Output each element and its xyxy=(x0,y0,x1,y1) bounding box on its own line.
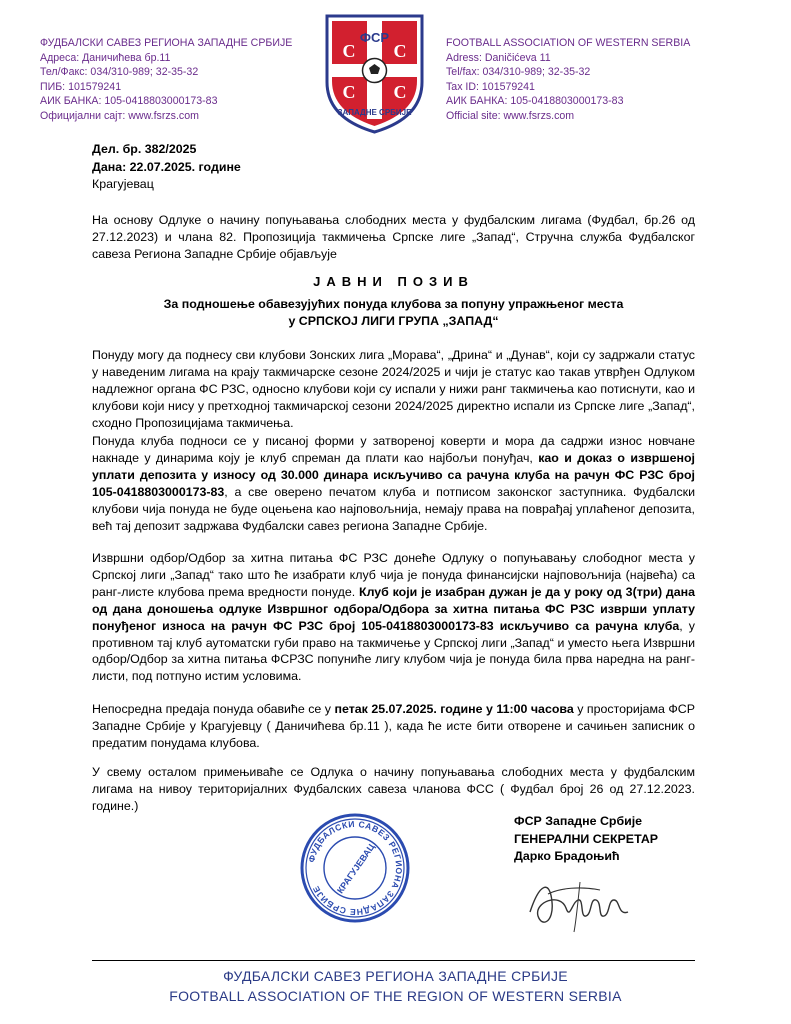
document-number: Дел. бр. 382/2025 xyxy=(92,142,197,156)
site-sr: Официјални сајт: www.fsrzs.com xyxy=(40,109,199,122)
paragraph-submission xyxy=(92,701,695,752)
decision-text-a: Извршни одбор/Одбор за хитна питања ФС РЗС донеће Одлуку о попуњавању слободног места у Српској лиги „Запад“ тако што ће изабрати клуб чија је понуда финансијски најповољнија (највећа) са ранг-листе клубова према вредности понуде. xyxy=(92,551,695,599)
footer-line-en: FOOTBALL ASSOCIATION OF THE REGION OF WESTERN SERBIA xyxy=(169,988,622,1004)
signature-org: ФСР Западне Србије xyxy=(514,814,643,828)
signature-name: Дарко Брадоњић xyxy=(514,849,620,863)
submission-text-bold: петак 25.07.2025. године у 11:00 часова xyxy=(334,702,574,716)
decision-text-c: , у противном тај клуб аутоматски губи право на такмичење у Српској лиги „Запад“ и уместо њега Извршни одбор/Одбор за хитна питања ФСРЗС попуниће лигу клубом чија је понуда била прва наредна на ранг-листи, под потпуно истим условима. xyxy=(92,618,695,684)
subtitle-line-2: у СРПСКОЈ ЛИГИ ГРУПА „ЗАПАД“ xyxy=(288,313,499,328)
phone-sr: Тел/Факс: 034/310-989; 32-35-32 xyxy=(40,66,199,79)
bank-sr: АИК БАНКА: 105-0418803000173-83 xyxy=(40,95,218,108)
paragraph-other-text: У свему осталом примењиваће се Одлука о начину попуњавања слободних места у фудбалским лигама на нивоу територијалних Фудбалских савеза чланова ФСС ( Фудбал број 26 од 27.12.2023. године.) xyxy=(92,765,695,813)
submission-text-a: Непосредна предаја понуда обавиће се у xyxy=(92,702,335,716)
page-title: ЈАВНИ ПОЗИВ xyxy=(313,274,474,289)
federation-crest-icon xyxy=(323,12,426,136)
paragraph-eligibility-text: Понуду могу да поднесу сви клубови Зонских лига „Морава“, „Дрина“ и „Дунав“, који су задржали статус у наведеним лигама на крају такмичарске сезоне 2024/2025 и чији је статус као такав утврђен Одлуком надлежног органа ФС РЗС, односно клубови који су испали у нижи ранг такмичења као потиснути, као и клубови који нису у претходној такмичарској сезони 2024/2025 директно испали из Српске лиге „Запад“, сходно Пропозицијама такмичења. xyxy=(92,348,695,430)
footer-line-sr: ФУДБАЛСКИ САВЕЗ РЕГИОНА ЗАПАДНЕ СРБИЈЕ xyxy=(223,968,568,984)
decision-text-bold: Клуб који је изабран дужан је да у року од 3(три) дана од дана доношења одлуке Извршног одбора/Одбора за хитна питања ФС РЗС изврши уплату понуђеног износа на рачун ФС РЗС број 105-0418803000173-83 искључиво са рачуна клуба xyxy=(92,584,695,633)
document-meta xyxy=(92,141,241,194)
document-city: Крагујевац xyxy=(92,177,154,191)
svg-text:ФУДБАЛСКИ САВЕЗ РЕГИОНА ЗАПАДН: ФУДБАЛСКИ САВЕЗ РЕГИОНА ЗАПАДНЕ СРБИЈЕ xyxy=(306,818,405,918)
subtitle-line-1: За подношење обавезујућих понуда клубова за попуну упражњеног места xyxy=(163,297,624,311)
org-name-sr: ФУДБАЛСКИ САВЕЗ РЕГИОНА ЗАПАДНЕ СРБИЈЕ xyxy=(40,37,293,49)
bank-en: АИК БАНКА: 105-0418803000173-83 xyxy=(446,95,624,108)
footer-divider xyxy=(92,960,695,961)
handwritten-signature-icon xyxy=(520,872,640,934)
tax-id-en: Tax ID: 101579241 xyxy=(446,80,535,93)
svg-text:С: С xyxy=(393,82,407,102)
paragraph-decision xyxy=(92,550,695,685)
header-left xyxy=(40,36,300,124)
intro-text: На основу Одлуке о начину попуњавања слободних места у фудбалским лигама (Фудбал, бр.26 од 27.12.2023) и члана 82. Пропозиција такмичења Српске лиге „Запад“, Стручна служба Фудбалског савеза Региона Западне Србије објављује xyxy=(92,213,695,261)
svg-text:С: С xyxy=(393,41,407,61)
offer-form-text-c: , а све оверено печатом клуба и потписом законског заступника. Фудбалски клубови чија понуда не буде оцењена као најповољнија, немају права на поврађај уплаћеног депозита, већ тај депозит задржава Фудбалски савез региона Западне Србије. xyxy=(92,484,695,533)
paragraph-other xyxy=(92,764,695,815)
org-name-en: FOOTBALL ASSOCIATION OF WESTERN SERBIA xyxy=(446,37,691,49)
offer-form-text-bold: као и доказ о извршеној уплати депозита у износу од 30.000 динара искључиво са рачуна клуба на рачун ФС РЗС број 105-0418803000173-83 xyxy=(92,450,696,499)
site-en: Official site: www.fsrzs.com xyxy=(446,109,575,122)
svg-text:С: С xyxy=(342,82,356,102)
signature-block xyxy=(514,813,658,866)
official-stamp-icon xyxy=(299,812,411,924)
header-right xyxy=(446,36,766,124)
svg-text:ЗАПАДНЕ СРБИЈЕ: ЗАПАДНЕ СРБИЈЕ xyxy=(337,108,412,117)
phone-en: Tel/fax: 034/310-989; 32-35-32 xyxy=(446,66,591,79)
svg-text:С: С xyxy=(342,41,356,61)
svg-text:КРАГУЈЕВАЦ: КРАГУЈЕВАЦ xyxy=(335,841,377,896)
document-date: Дана: 22.07.2025. године xyxy=(92,159,241,174)
tax-id-sr: ПИБ: 101579241 xyxy=(40,80,122,93)
address-en: Adress: Daničićeva 11 xyxy=(446,51,551,64)
svg-text:ФСР: ФСР xyxy=(359,30,390,45)
submission-text-c: у просторијама ФСР Западне Србије у Крагујевцу ( Даничићева бр.11 ), када ће исте бити отворене и сачињен записник о предатим понудама клубова. xyxy=(92,702,696,750)
address-sr: Адреса: Даничићева бр.11 xyxy=(40,51,171,64)
paragraph-eligibility xyxy=(92,347,695,432)
paragraph-offer-form xyxy=(92,433,695,534)
page-subtitle xyxy=(92,296,695,329)
offer-form-text-a: Понуда клуба подноси се у писаној форми у затвореној коверти и мора да садржи износ новчане накнаде у динарима коју је клуб спреман да плати као најбољи понуђач, xyxy=(92,434,695,465)
intro-paragraph xyxy=(92,212,695,263)
signature-role: ГЕНЕРАЛНИ СЕКРЕТАР xyxy=(514,831,659,846)
